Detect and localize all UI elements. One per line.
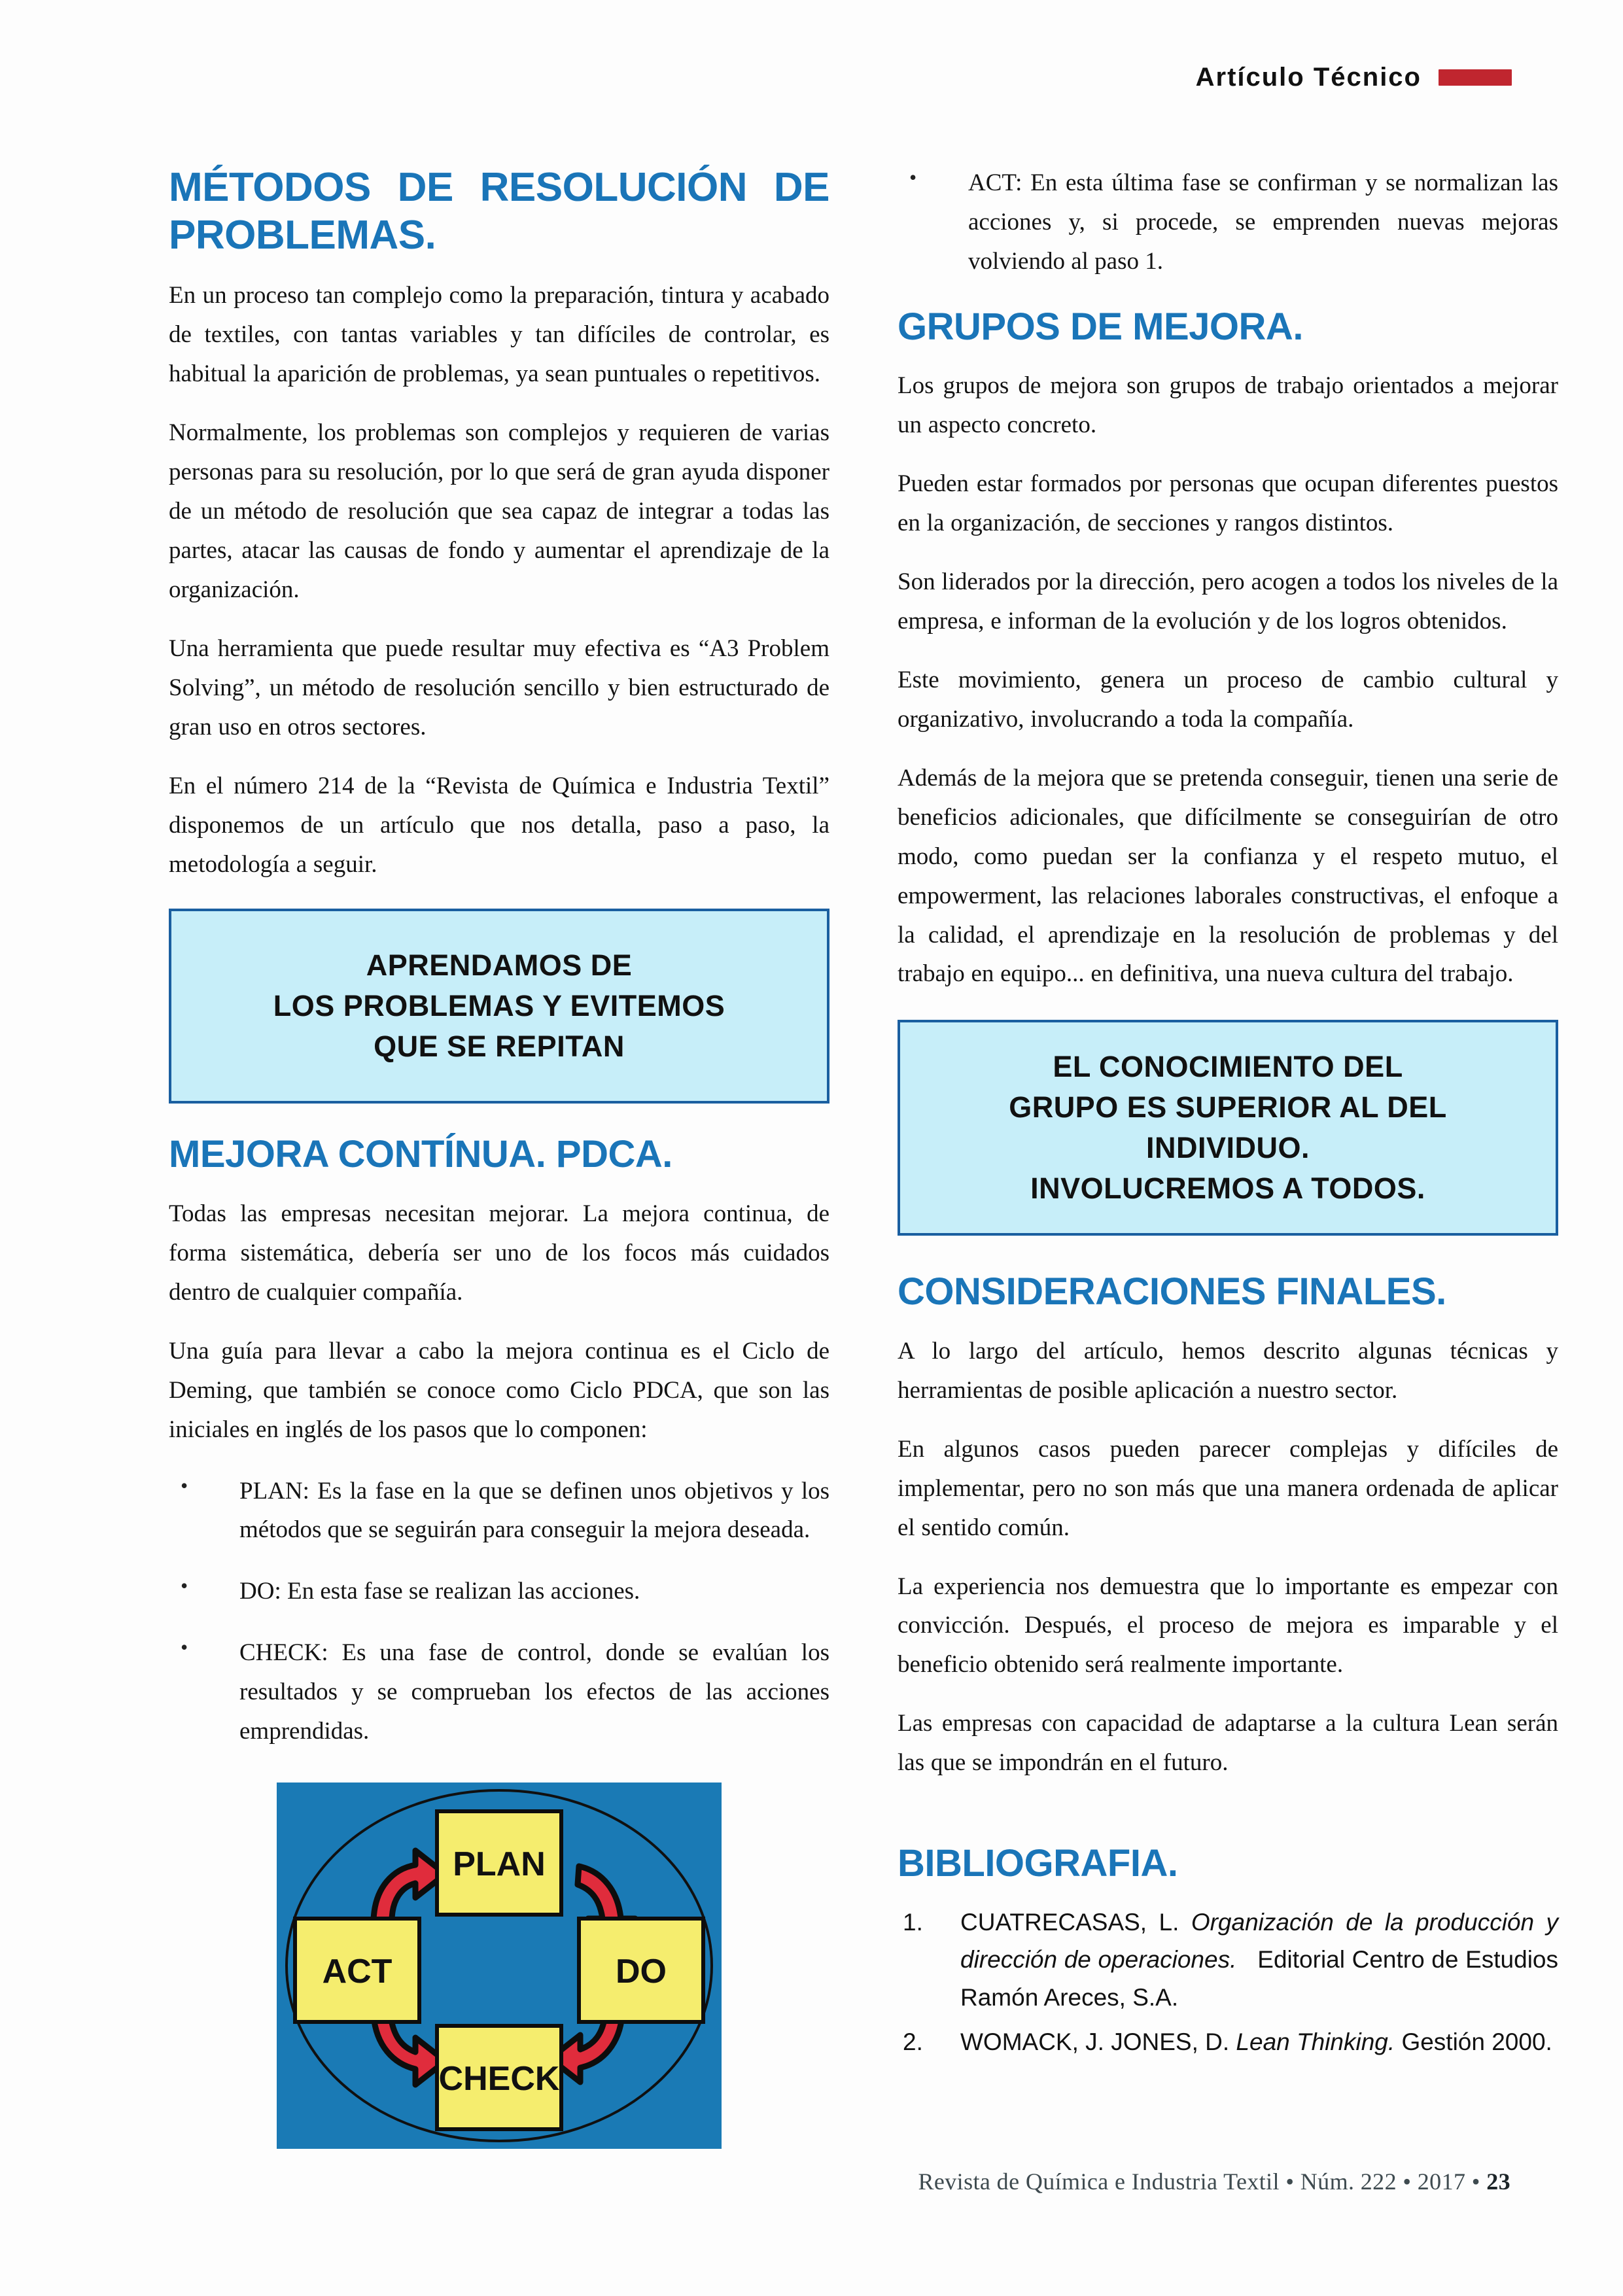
paragraph: Los grupos de mejora son grupos de trabajo orientados a mejorar un aspecto concreto. bbox=[898, 372, 1558, 439]
bibliography-number: 1. bbox=[903, 1908, 923, 1936]
left-column bbox=[169, 164, 829, 2149]
svg-text:PLAN: PLAN bbox=[453, 1845, 546, 1884]
pdca-svg bbox=[277, 1783, 722, 2149]
section-title-consideraciones-finales: CONSIDERACIONES FINALES. bbox=[898, 1270, 1446, 1313]
section-title-grupos-de-mejora: GRUPOS DE MEJORA. bbox=[898, 305, 1303, 348]
paragraph: Además de la mejora que se pretenda conseguir, tienen una serie de beneficios adicionales, que difícilmente se conseguirían de otro modo, como puedan ser la confianza y el respeto mutuo, el empowerment, las relaciones laborales constructivas, el enfoque a la calidad, el aprendizaje en la resolución de problemas y del trabajo en equipo... en definitiva, una nueva cultura del trabajo. bbox=[898, 764, 1558, 988]
callout-line: INDIVIDUO. bbox=[1145, 1131, 1310, 1165]
callout-line: LOS PROBLEMAS Y EVITEMOS bbox=[273, 989, 725, 1023]
page-number: 23 bbox=[1486, 2168, 1510, 2195]
right-column bbox=[898, 164, 1558, 2068]
header-rule-decoration bbox=[1439, 69, 1512, 86]
paragraph: Una herramienta que puede resultar muy efectiva es “A3 Problem Solving”, un método de resolución sencillo y bien estructurado de gran uso en otros sectores. bbox=[169, 635, 829, 740]
pdca-step-list-continued bbox=[898, 164, 1558, 281]
callout-line: APRENDAMOS DE bbox=[366, 948, 633, 983]
paragraph: Normalmente, los problemas son complejos y requieren de varias personas para su resolución, por lo que será de gran ayuda disponer de un método de resolución que sea capaz de integrar a todas las partes, atacar las causas de fondo y aumentar el aprendizaje de la organización. bbox=[169, 419, 829, 603]
pdca-cycle-diagram bbox=[277, 1783, 722, 2149]
list-item: • DO: En esta fase se realizan las acciones. bbox=[169, 1572, 829, 1611]
paragraph: En algunos casos pueden parecer complejas y difíciles de implementar, pero no son más que una manera ordenada de aplicar el sentido común. bbox=[898, 1435, 1558, 1541]
paragraph: Las empresas con capacidad de adaptarse a la cultura Lean serán las que se impondrán en el futuro. bbox=[898, 1710, 1558, 1777]
svg-text:ACT: ACT bbox=[322, 1953, 393, 1991]
list-item: • PLAN: Es la fase en la que se definen unos objetivos y los métodos que se seguirán para conseguir la mejora deseada. bbox=[169, 1472, 829, 1550]
callout-line: INVOLUCREMOS A TODOS. bbox=[1030, 1172, 1425, 1206]
bibliography-publisher: Editorial Centro de Estudios Ramón Areces, S.A. bbox=[960, 1946, 1559, 2011]
paragraph: La experiencia nos demuestra que lo importante es empezar con convicción. Después, el proceso de mejora es imparable y el beneficio obtenido será realmente importante. bbox=[898, 1573, 1558, 1679]
callout-line: QUE SE REPITAN bbox=[374, 1030, 625, 1064]
pdca-step-list bbox=[169, 1472, 829, 1752]
paragraph: Todas las empresas necesitan mejorar. La mejora continua, de forma sistemática, debería ser uno de los focos más cuidados dentro de cualquier compañía. bbox=[169, 1200, 829, 1306]
bibliography-item bbox=[898, 1904, 1558, 2017]
paragraph: Una guía para llevar a cabo la mejora continua es el Ciclo de Deming, que también se conoce como Ciclo PDCA, que son las iniciales en inglés de los pasos que lo componen: bbox=[169, 1337, 829, 1443]
paragraph: En el número 214 de la “Revista de Química e Industria Textil” disponemos de un artículo que nos detalla, paso a paso, la metodología a seguir. bbox=[169, 772, 829, 878]
list-item: • CHECK: Es una fase de control, donde se evalúan los resultados y se comprueban los efectos de las acciones emprendidas. bbox=[169, 1633, 829, 1751]
page-header bbox=[0, 63, 1623, 92]
bibliography-author: CUATRECASAS, L. bbox=[960, 1908, 1179, 1936]
page-title: MÉTODOS DE RESOLUCIÓN DE PROBLEMAS. bbox=[169, 165, 829, 258]
page-footer bbox=[0, 2168, 1623, 2195]
bibliography-number: 2. bbox=[903, 2028, 923, 2055]
callout-box-conocimiento bbox=[898, 1020, 1558, 1236]
section-title-bibliografia: BIBLIOGRAFIA. bbox=[898, 1842, 1178, 1885]
bibliography-item bbox=[898, 2023, 1558, 2061]
section-title-mejora-continua: MEJORA CONTÍNUA. PDCA. bbox=[169, 1133, 672, 1176]
bibliography-author: WOMACK, J. JONES, D. bbox=[960, 2028, 1230, 2055]
bibliography-work-title: Lean Thinking. bbox=[1236, 2028, 1395, 2055]
list-item: • ACT: En esta última fase se confirman y se normalizan las acciones y, si procede, se emprenden nuevas mejoras volviendo al paso 1. bbox=[898, 164, 1558, 281]
header-title: Artículo Técnico bbox=[1195, 63, 1422, 92]
paragraph: Pueden estar formados por personas que ocupan diferentes puestos en la organización, de secciones y rangos distintos. bbox=[898, 470, 1558, 537]
pdca-figure-wrap bbox=[169, 1783, 829, 2149]
svg-text:CHECK: CHECK bbox=[438, 2060, 560, 2098]
callout-box-aprendamos bbox=[169, 909, 829, 1104]
bibliography-list bbox=[898, 1904, 1558, 2061]
footer-text: Revista de Química e Industria Textil • Núm. 222 • 2017 • bbox=[918, 2168, 1480, 2195]
bibliography-publisher: Gestión 2000. bbox=[1401, 2028, 1552, 2055]
paragraph: En un proceso tan complejo como la preparación, tintura y acabado de textiles, con tantas variables y tan difíciles de controlar, es habitual la aparición de problemas, ya sean puntuales o repetitivos. bbox=[169, 282, 829, 388]
callout-line: EL CONOCIMIENTO DEL bbox=[1053, 1050, 1403, 1084]
callout-line: GRUPO ES SUPERIOR AL DEL bbox=[1009, 1090, 1447, 1124]
bibliography-work-title: Organización de la producción y dirección de operaciones. bbox=[960, 1908, 1558, 1974]
paragraph: Este movimiento, genera un proceso de cambio cultural y organizativo, involucrando a toda la compañía. bbox=[898, 666, 1558, 733]
svg-text:DO: DO bbox=[616, 1953, 667, 1991]
paragraph: Son liderados por la dirección, pero acogen a todos los niveles de la empresa, e informan de la evolución y de los logros obtenidos. bbox=[898, 568, 1558, 635]
paragraph: A lo largo del artículo, hemos descrito algunas técnicas y herramientas de posible aplicación a nuestro sector. bbox=[898, 1337, 1558, 1404]
